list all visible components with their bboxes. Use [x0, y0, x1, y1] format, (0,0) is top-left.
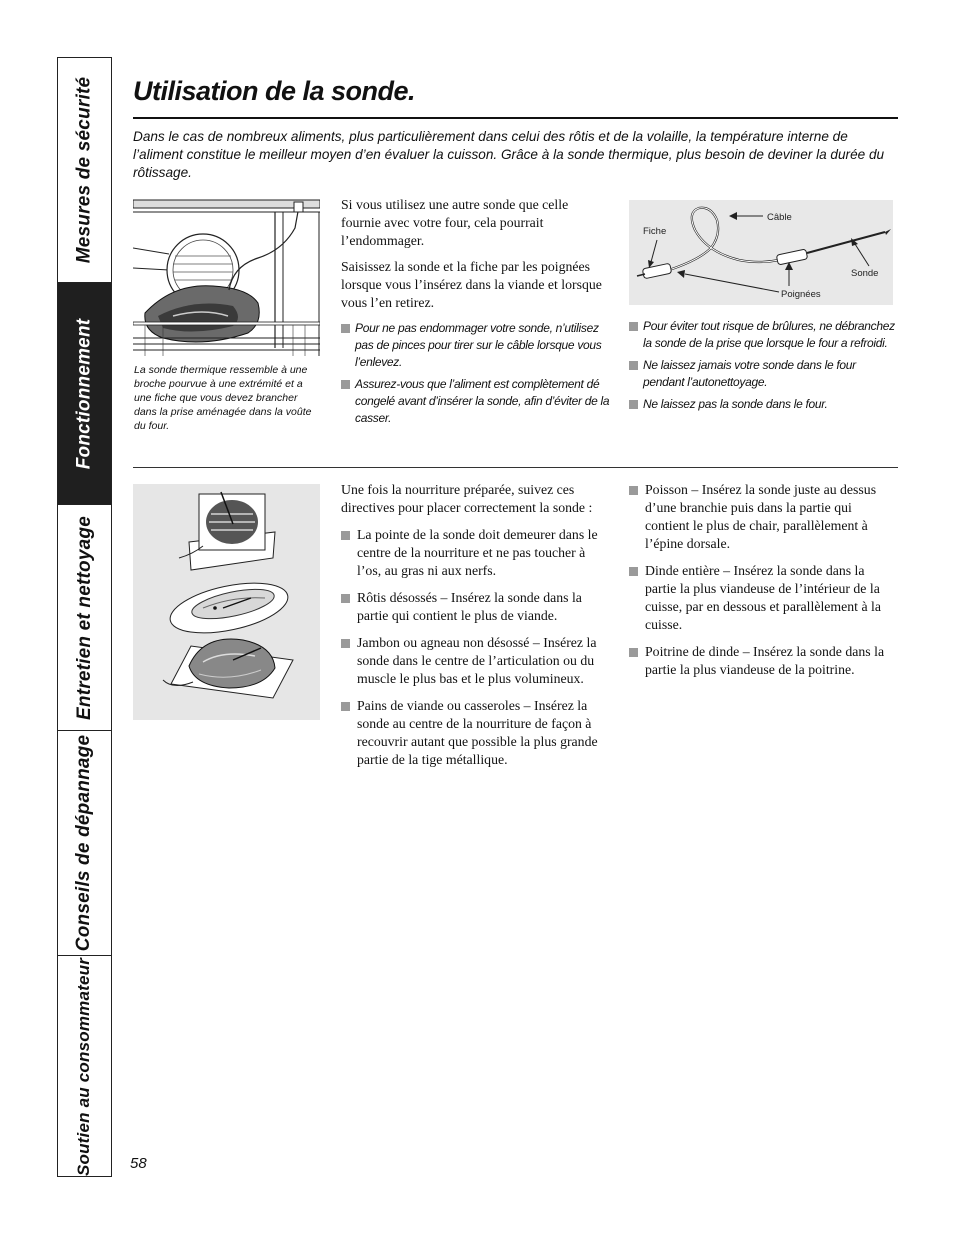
page-number: 58 [130, 1155, 147, 1172]
note-text: Pour ne pas endommager votre sonde, n’utilisez pas de pinces pour tirer sur le câble lorsque vous l’enlevez. [355, 321, 602, 369]
list-item-text: Dinde entière – Insérez la sonde dans la partie la plus viandeuse de l’intérieur de la cuisse, par en dessous et parallèlement à la cuisse. [645, 563, 881, 632]
note-item [629, 318, 897, 352]
note-item [629, 357, 897, 391]
list-item-text: Jambon ou agneau non désossé – Insérez la sonde dans le centre de l’articulation ou du muscle le plus bas et le plus volumineux. [357, 635, 597, 686]
placement-guidelines-continued [629, 481, 895, 688]
list-item-text: Poisson – Insérez la sonde juste au dessus d’une branchie puis dans la partie qui contient le plus de chair, parallèlement à l’épine dorsale. [645, 482, 877, 551]
tab-label: Conseils de dépannage [73, 734, 95, 952]
list-item [341, 634, 609, 688]
label-poignees: Poignées [781, 289, 821, 300]
safety-notes [629, 318, 897, 418]
section-divider [133, 467, 898, 468]
oven-illustration [133, 198, 320, 356]
food-placement-illustration [133, 484, 320, 720]
list-item-text: Poitrine de dinde – Insérez la sonde dans la partie la plus viandeuse de la poitrine. [645, 644, 885, 677]
list-item [629, 562, 895, 634]
bullet-square-icon [629, 486, 638, 495]
bullet-square-icon [341, 380, 350, 389]
note-item [341, 376, 611, 427]
title-rule [133, 117, 898, 119]
note-text: Ne laissez pas la sonde dans le four. [643, 397, 828, 411]
placement-guidelines [341, 481, 609, 778]
bullet-square-icon [629, 361, 638, 370]
tab-label: Soutien au consommateur [74, 957, 94, 1177]
bullet-square-icon [629, 648, 638, 657]
paragraph: Saisissez la sonde et la fiche par les poignées lorsque vous l’insérez dans la viande et lorsque vous l’en retirez. [341, 259, 602, 310]
bullet-square-icon [341, 531, 350, 540]
paragraph: Si vous utilisez une autre sonde que celle fournie avec votre four, cela pourrait l’endommager. [341, 197, 569, 248]
list-item [341, 589, 609, 625]
note-text: Pour éviter tout risque de brûlures, ne débranchez la sonde de la prise que lorsque le four a refroidi. [643, 319, 895, 350]
tab-label: Mesures de sécurité [73, 76, 95, 264]
label-cable: Câble [767, 212, 792, 223]
probe-diagram [629, 200, 893, 305]
list-item [341, 697, 609, 769]
guidelines-intro: Une fois la nourriture préparée, suivez ces directives pour placer correctement la sonde : [341, 482, 593, 515]
note-item [341, 320, 611, 371]
bullet-square-icon [341, 639, 350, 648]
list-item-text: Pains de viande ou casseroles – Insérez la sonde au centre de la nourriture de façon à recouvrir autant que possible la plus grande partie de la tige métallique. [357, 698, 598, 767]
bullet-square-icon [629, 322, 638, 331]
section-tabs [57, 57, 112, 1177]
tab-label: Fonctionnement [73, 318, 95, 469]
list-item [341, 526, 609, 580]
page-title: Utilisation de la sonde. [133, 76, 416, 106]
intro-paragraph: Dans le cas de nombreux aliments, plus particulièrement dans celui des rôtis et de la volaille, la température interne de l’aliment constitue le meilleur moyen d’en évaluer la cuisson. Grâce à la sonde thermique, plus besoin de deviner la durée du rôtissage. [133, 129, 885, 180]
list-item-text: Rôtis désossés – Insérez la sonde dans la partie qui contient le plus de viande. [357, 590, 582, 623]
tab-label: Entretien et nettoyage [73, 515, 95, 720]
bullet-square-icon [341, 594, 350, 603]
bullet-square-icon [629, 567, 638, 576]
label-fiche: Fiche [643, 226, 667, 237]
note-text: Assurez-vous que l’aliment est complètement dé congelé avant d’insérer la sonde, afin d’éviter de la casser. [355, 377, 610, 425]
tab-fonctionnement[interactable] [58, 283, 111, 505]
tab-soutien-au-consommateur[interactable] [58, 956, 111, 1178]
note-item [629, 396, 897, 413]
probe-info-column [341, 196, 611, 432]
tab-mesures-de-securite[interactable] [58, 58, 111, 283]
tab-conseils-de-depannage[interactable] [58, 731, 111, 956]
note-text: Ne laissez jamais votre sonde dans le four pendant l’autonettoyage. [643, 358, 856, 389]
bullet-square-icon [629, 400, 638, 409]
list-item [629, 481, 895, 553]
bullet-square-icon [341, 702, 350, 711]
oven-caption: La sonde thermique ressemble à une broche pourvue à une extrémité et a une fiche que vous devez brancher dans la prise aménagée dans la voûte du four. [134, 364, 312, 432]
list-item [629, 643, 895, 679]
bullet-square-icon [341, 324, 350, 333]
label-sonde: Sonde [851, 268, 879, 279]
list-item-text: La pointe de la sonde doit demeurer dans le centre de la nourriture et ne pas toucher à l’os, au gras ni aux nerfs. [357, 527, 598, 578]
tab-entretien-et-nettoyage[interactable] [58, 505, 111, 731]
